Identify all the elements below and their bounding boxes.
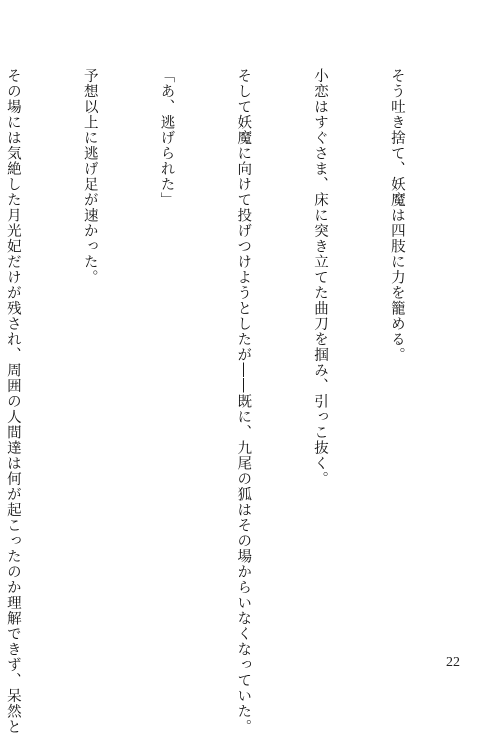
text-line: そして妖魔に向けて投げつけようとしたが――既に、九尾の狐はその場からいなくなっていた。 bbox=[235, 68, 252, 735]
text-line: 小恋はすぐさま、床に突き立てた曲刀を掴み、引っこ抜く。 bbox=[312, 68, 329, 487]
text-line: その場には気絶した月光妃だけが残され、周囲の人間達は何が起こったのか理解できず、呆然と bbox=[4, 68, 21, 735]
text-line: 「あ、逃げられた」 bbox=[158, 68, 175, 208]
page-number: 22 bbox=[446, 655, 460, 670]
text-line: そう吐き捨て、妖魔は四肢に力を籠める。 bbox=[388, 68, 405, 363]
text-line: 予想以上に逃げ足が速かった。 bbox=[81, 68, 98, 285]
